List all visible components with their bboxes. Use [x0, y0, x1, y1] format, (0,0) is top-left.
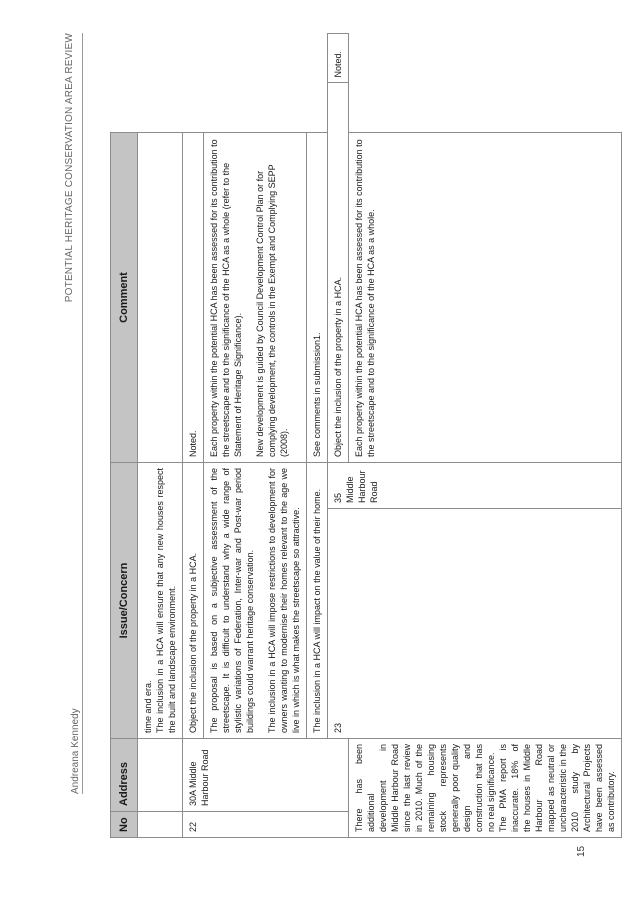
table-row: [307, 34, 328, 838]
cell-issue: Object the inclusion of the property in a HCA.: [183, 463, 204, 739]
issue-text: The proposal is based on a subjective assessment of the streetscape. It is difficult to understand why a wide range of stylistic variations of Federation, Inter-war and Post-war period buildings could warrant heritage conservation.: [209, 468, 255, 733]
issue-text: The inclusion in a HCA will impose restrictions to development for owners wanting to modernise their homes relevant to the age we live in which is what makes the streetscape so attractive.: [267, 468, 301, 733]
cell-no: 23: [328, 509, 622, 739]
header-title: POTENTIAL HERITAGE CONSERVATION AREA REVIEW: [64, 33, 75, 303]
comment-text: Each property within the potential HCA has been assessed for its contribution to the streetscape and to the significance of the HCA as a whole (refer to the Statement of Heritage Significance).: [209, 139, 243, 457]
table-row: [183, 34, 204, 838]
issue-text: There has been additional development in Middle Harbour Road since the last review in 2010. Much of the remaining housing stock represents generally poor quality design and construction that has no real significance.: [354, 744, 496, 832]
table-row: [138, 34, 183, 838]
column-header-comment: Comment: [111, 133, 138, 463]
cell-address: 30A Middle Harbour Road: [183, 739, 349, 812]
cell-comment: Noted.: [328, 34, 349, 84]
issue-text: The PMA report is inaccurate. 18% of the houses in Middle Harbour Road mapped as neutral or uncharacteristic in the 2010 study by Architectural Projects have been assessed as contributory.: [498, 744, 616, 832]
cell-issue: [204, 463, 307, 739]
submissions-table: [110, 33, 622, 838]
header-author: Andreana Kennedy: [70, 708, 81, 794]
column-header-no: No: [111, 812, 138, 838]
issue-text: The inclusion in a HCA will ensure that any new houses respect the built and landscape environment.: [155, 468, 177, 733]
cell-comment: [204, 133, 307, 463]
page-number: 15: [576, 845, 587, 857]
cell-issue: [349, 739, 622, 838]
table-row: [328, 34, 349, 838]
cell-comment: [138, 133, 183, 463]
cell-issue: [138, 463, 183, 739]
cell-issue: Object the inclusion of the property in a HCA.: [328, 83, 349, 463]
cell-address: [138, 739, 183, 812]
cell-address: 35 Middle Harbour Road: [328, 463, 622, 509]
comment-text: New development is guided by Council Development Control Plan or for complying development, the controls in the Exempt and Complying SEPP (2008).: [255, 164, 289, 457]
table-header-row: [111, 34, 138, 838]
cell-no: [138, 812, 183, 838]
column-header-address: Address: [111, 739, 138, 812]
cell-comment: See comments in submission1.: [307, 133, 328, 463]
cell-issue: The inclusion in a HCA will impact on the value of their home.: [307, 463, 328, 739]
issue-text: time and era.: [143, 680, 153, 733]
cell-no: 22: [183, 812, 349, 838]
cell-comment: Noted.: [183, 133, 204, 463]
cell-comment: Each property within the potential HCA has been assessed for its contribution to the streetscape and to the significance of the HCA as a whole.: [349, 133, 622, 463]
column-header-issue: Issue/Concern: [111, 463, 138, 739]
header-divider: [82, 33, 83, 794]
table-row: [204, 34, 307, 838]
